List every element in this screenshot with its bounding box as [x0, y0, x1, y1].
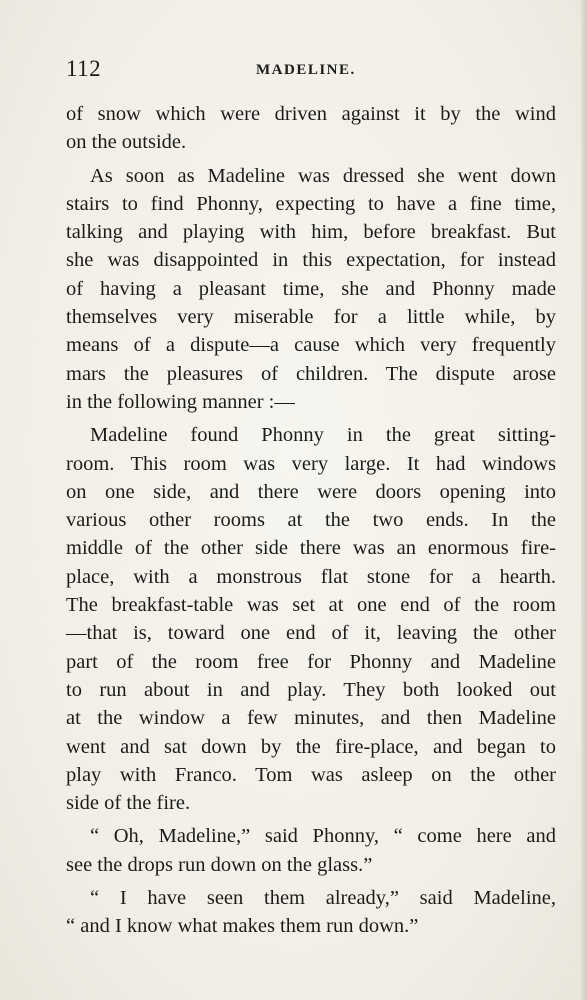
text-line: part of the room free for Phonny and Madeline — [66, 650, 556, 673]
text-line: side of the fire. — [66, 792, 191, 815]
text-line: As soon as Madeline was dressed she went down — [90, 164, 556, 187]
running-head: MADELINE. — [256, 62, 356, 78]
paragraph-4 — [66, 822, 556, 879]
paragraph-3 — [66, 421, 556, 817]
paragraph-1 — [66, 100, 556, 157]
text-line: mars the pleasures of children. The dispute arose — [66, 362, 556, 385]
text-line: play with Franco. Tom was asleep on the other — [66, 763, 556, 786]
text-line: stairs to find Phonny, expecting to have a fine time, — [66, 192, 556, 215]
text-line: on one side, and there were doors opening into — [66, 480, 556, 503]
text-line: she was disappointed in this expectation, for instead — [66, 249, 556, 272]
text-line: “ Oh, Madeline,” said Phonny, “ come here and — [90, 825, 556, 848]
page-header — [66, 56, 557, 86]
text-line: talking and playing with him, before breakfast. But — [66, 221, 556, 244]
text-line: in the following manner :— — [66, 390, 295, 413]
text-line: went and sat down by the fire-place, and began to — [66, 735, 556, 758]
text-line: room. This room was very large. It had windows — [66, 452, 556, 475]
text-line: middle of the other side there was an enormous fire- — [66, 537, 556, 560]
text-line: on the outside. — [66, 131, 187, 154]
text-line: see the drops run down on the glass.” — [66, 853, 373, 876]
page-number: 112 — [66, 56, 102, 81]
text-line: to run about in and play. They both looked out — [66, 678, 556, 701]
text-line: —that is, toward one end of it, leaving the other — [66, 622, 556, 645]
text-line: themselves very miserable for a little while, by — [66, 306, 556, 329]
text-line: at the window a few minutes, and then Madeline — [66, 707, 556, 730]
body-text — [66, 100, 556, 941]
text-line: Madeline found Phonny in the great sitting- — [90, 424, 556, 447]
text-line: The breakfast-table was set at one end of the room — [66, 594, 556, 617]
paragraph-5 — [66, 884, 556, 941]
text-line: place, with a monstrous flat stone for a hearth. — [66, 565, 556, 588]
text-line: “ and I know what makes them run down.” — [66, 915, 419, 938]
text-line: “ I have seen them already,” said Madeline, — [90, 887, 556, 910]
paragraph-2 — [66, 162, 556, 417]
text-line: of snow which were driven against it by the wind — [66, 103, 556, 125]
text-line: various other rooms at the two ends. In the — [66, 509, 556, 532]
text-line: means of a dispute—a cause which very frequently — [66, 334, 556, 357]
page-edge-shadow — [581, 0, 587, 1000]
text-line: of having a pleasant time, she and Phonny made — [66, 277, 556, 300]
